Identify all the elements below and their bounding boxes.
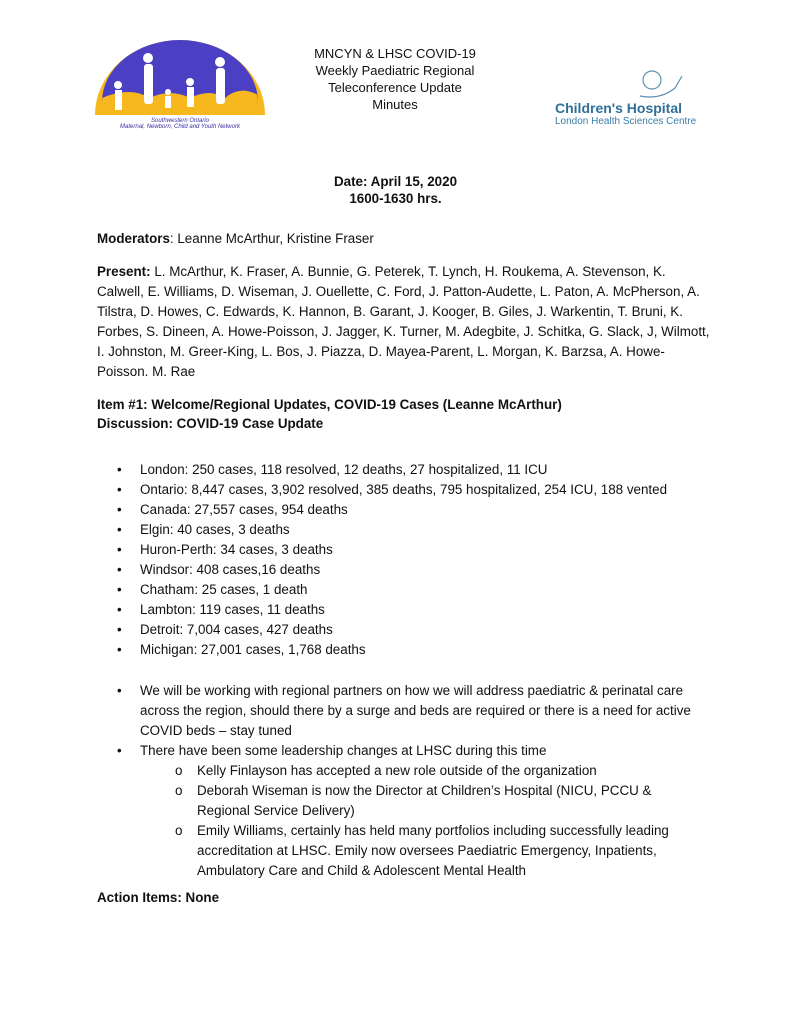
notes-list (97, 681, 717, 881)
present-list (97, 262, 712, 382)
list-item: • Chatham: 25 cases, 1 death (97, 580, 717, 600)
moderators-label: Moderators (97, 231, 170, 246)
list-item: • We will be working with regional partners on how we will address paediatric & perinatal care across the region, should there by a surge and beds are required or there is a need for active COVID beds – stay tuned (97, 681, 697, 741)
list-item: • Huron-Perth: 34 cases, 3 deaths (97, 540, 717, 560)
title-line: Weekly Paediatric Regional (315, 63, 475, 78)
sub-list-item: o Kelly Finlayson has accepted a new role outside of the organization (97, 761, 697, 781)
list-item: • There have been some leadership changes at LHSC during this time (97, 741, 697, 761)
bear-icon (630, 68, 690, 100)
moderators-value: : Leanne McArthur, Kristine Fraser (169, 231, 374, 246)
time: 1600-1630 hrs. (349, 191, 442, 206)
sub-list-item: o Emily Williams, certainly has held many portfolios including successfully leading accreditation at LHSC. Emily now oversees Paediatric Emergency, Inpatients, Ambulatory Care and Child & Adolescent Mental Health (97, 821, 697, 881)
sub-list-item: o Deborah Wiseman is now the Director at Children’s Hospital (NICU, PCCU & Regional Service Delivery) (97, 781, 697, 821)
title-line: MNCYN & LHSC COVID-19 (314, 46, 476, 61)
mncyn-logo-text: Southwestern Ontario (150, 118, 210, 124)
discussion-title: Discussion: COVID-19 Case Update (97, 416, 324, 431)
present-label: Present: (97, 264, 151, 279)
list-item: • London: 250 cases, 118 resolved, 12 deaths, 27 hospitalized, 11 ICU (97, 460, 717, 480)
list-item: • Lambton: 119 cases, 11 deaths (97, 600, 717, 620)
title-line: Teleconference Update (328, 80, 462, 95)
childrens-hospital-logo (555, 68, 705, 127)
action-items: Action Items: None (97, 890, 220, 905)
list-item: • Ontario: 8,447 cases, 3,902 resolved, 385 deaths, 795 hospitalized, 254 ICU, 188 vented (97, 480, 717, 500)
item-1-heading (97, 395, 717, 433)
date: Date: April 15, 2020 (333, 174, 458, 189)
mncyn-logo (90, 40, 270, 130)
present-value: L. McArthur, K. Fraser, A. Bunnie, G. Peterek, T. Lynch, H. Roukema, A. Stevenson, K. Calwell, E. Williams, D. Wiseman, J. Ouellette, C. Ford, J. Patton-Audette, L. Paton, A. McPherson, A. Tilstra, D. Howes, C. Edwards, K. Hannon, B. Garant, J. Kooger, B. Giles, J. Warkentin, T. Bruni, K. Forbes, S. Dineen, A. Howe-Poisson, J. Jagger, K. Turner, M. Adegbite, J. Schitka, G. Slack, J, Wilmott, I. Johnston, M. Greer-King, L. Bos, J. Piazza, D. Mayea-Parent, L. Morgan, K. Barzsa, A. Howe-Poisson. M. Rae (97, 264, 710, 379)
list-item: • Elgin: 40 cases, 3 deaths (97, 520, 717, 540)
case-list (97, 460, 717, 660)
moderators (97, 229, 717, 249)
list-item: • Canada: 27,557 cases, 954 deaths (97, 500, 717, 520)
document-title (250, 45, 540, 113)
mncyn-logo-text-2: Maternal, Newborn, Child and Youth Network (120, 124, 240, 130)
list-item: • Michigan: 27,001 cases, 1,768 deaths (97, 640, 717, 660)
list-item: • Windsor: 408 cases,16 deaths (97, 560, 717, 580)
logo-subtitle: London Health Sciences Centre (555, 116, 697, 127)
logo-title: Children's Hospital (555, 100, 683, 116)
title-line: Minutes (372, 97, 418, 112)
meeting-date (0, 173, 791, 207)
item-title: Item #1: Welcome/Regional Updates, COVID-19 Cases (Leanne McArthur) (97, 397, 562, 412)
list-item: • Detroit: 7,004 cases, 427 deaths (97, 620, 717, 640)
